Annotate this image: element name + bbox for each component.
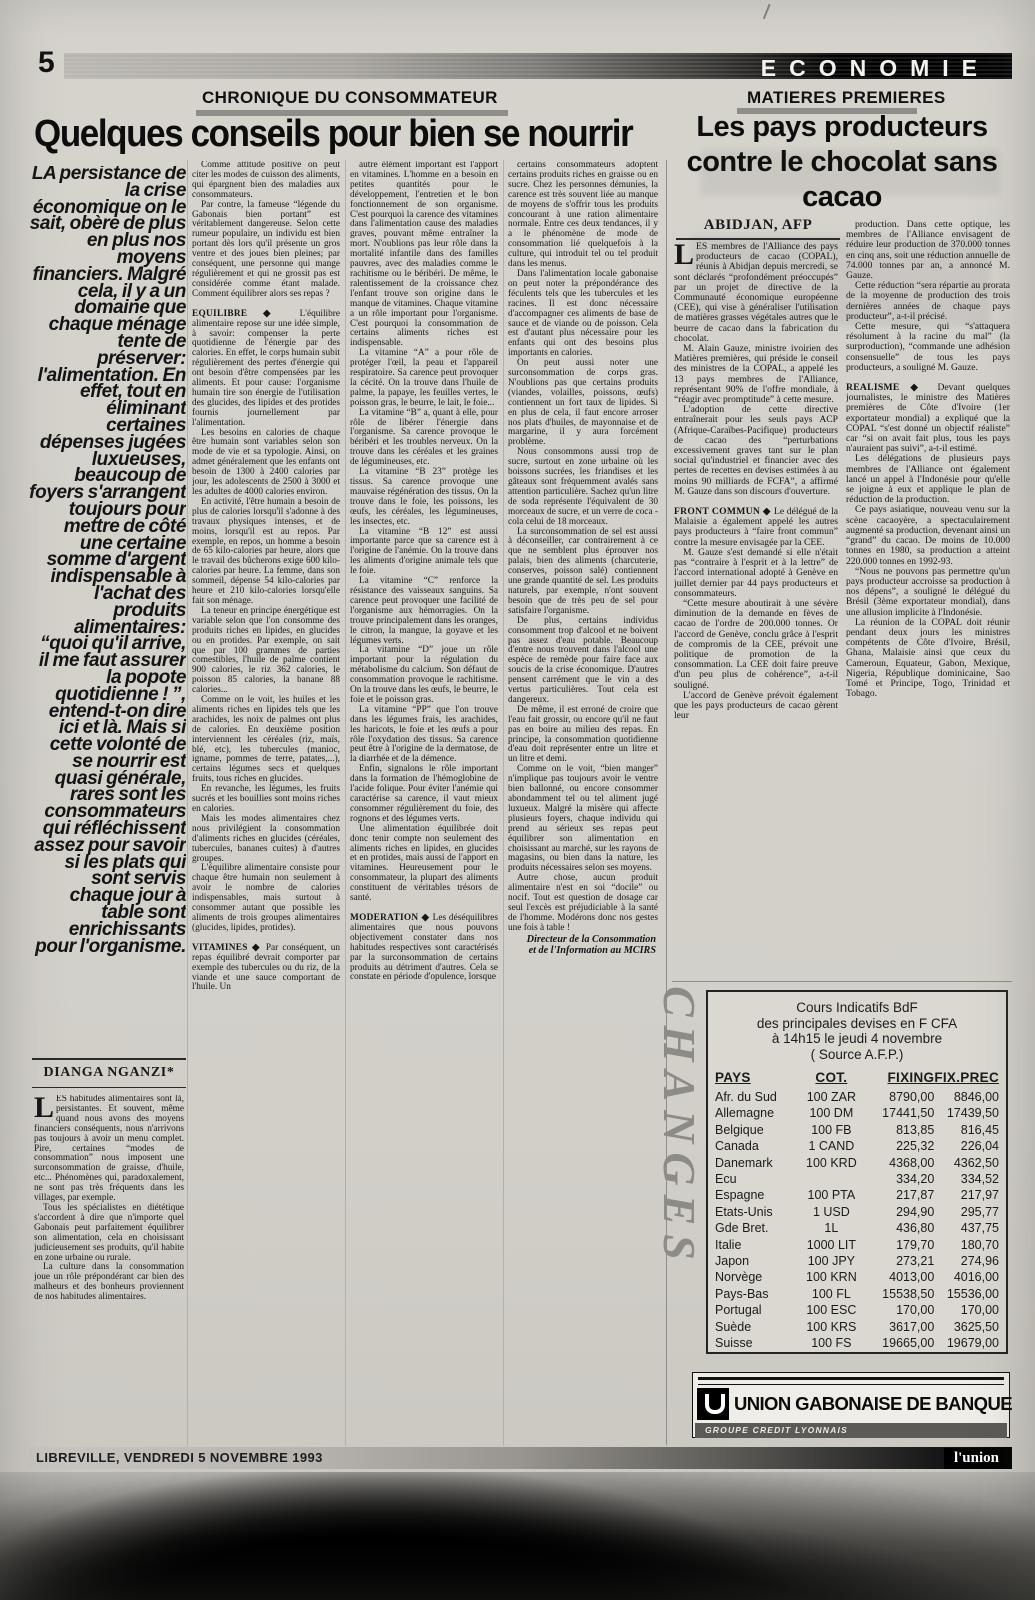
rate-row: [715, 1171, 999, 1187]
rate-cell: 100 KRN: [806, 1270, 857, 1285]
article-paragraph: La vitamine “B” a, quant à elle, pour rôle de libérer l'énergie dans l'organisme. Sa carence provoque le béribéri et les troubles nerveux. On la trouve dans les céréales et les graines de légumineuses, etc.: [350, 407, 498, 468]
rate-cell: 226,04: [960, 1139, 999, 1154]
paragraph-subhead: FRONT COMMUN ◆: [674, 506, 774, 518]
rates-title-line: Cours Indicatifs BdF: [796, 1000, 918, 1015]
rate-cell: [801, 1171, 861, 1187]
rate-row: [715, 1286, 999, 1302]
article-paragraph: Tous les spécialistes en diététique s'accordent à dire que n'importe quel Gabonais peut parfaitement équilibrer son alimentation, cela en choisissant judicieusement ses produits, qu'il habite en zone urbaine ou rurale.: [34, 1202, 184, 1263]
article-paragraph: Ce pays asiatique, nouveau venu sur la scène cacaoyère, a spectaculairement augmenté sa production, devenant ainsi un “grand” du cacao. De moins de 10.000 tonnes en 1980, sa production a atteint 220.000 tonnes en 1992-93.: [846, 504, 1010, 567]
drop-cap: L: [34, 1095, 55, 1124]
rates-title-line: à 14h15 le jeudi 4 novembre: [771, 1031, 943, 1046]
article-paragraph: La vitamine “B 12” est aussi importante parce que sa carence est à l'origine de l'anémie. On la trouve dans les aliments d'origine animale tels que le foie.: [350, 526, 498, 577]
rate-cell: 100 KRD: [806, 1155, 857, 1170]
rate-cell: Pays-Bas: [715, 1286, 769, 1301]
paragraph-subhead: REALISME ◆: [846, 382, 938, 394]
rate-cell: 17441,50: [882, 1106, 935, 1121]
article-paragraph: La surconsommation de sel est aussi à déconseiller, car contrairement à ce que ne semblent plus éprouver nos palais, bien des aliments (charcuterie, conserves, poisson salé) contiennent une grande quantité de sel. Les produits naturels, par exemple, n'ont souvent besoin que de très peu de sel pour satisfaire l'organisme.: [508, 526, 658, 616]
rate-cell: 294,90: [896, 1204, 935, 1219]
article-paragraph: L'équilibre alimentaire consiste pour chaque être humain non seulement à avoir le nombre de calories indispensables, mais surtout à consommer autant que possible les aliments de trois groupes alimentaires (glucides, lipides, protides).: [192, 863, 340, 933]
article-paragraph: M. Gauze s'est demandé si elle n'était pas “contraire à l'esprit et à la lettre” de l'accord international adopté à Genève en juillet dernier par 44 pays producteurs et consommateurs.: [674, 546, 838, 599]
column-rule: [187, 160, 188, 1446]
article-paragraph: “Nous ne pouvons pas permettre qu'un pays producteur accroisse sa production à nos dépens”, a souligné le délégué du Brésil (3ème exportateur mondial), dans une allusion implicite à l'Indonésie.: [846, 565, 1010, 618]
rate-row: [715, 1335, 999, 1351]
article-paragraph: Une alimentation équilibrée doit donc tenir compte non seulement des aliments riches en lipides, en glucides et en protides, mais aussi de l'apport en vitamines. Heureusement pour le consommateur, la plupart des aliments constituent de véritables trésors de santé.: [350, 823, 498, 904]
article-paragraph: De même, il est erroné de croire que l'eau fait grossir, ou encore qu'il ne faut pas en boire au milieu des repas. En principe, la consommation quotidienne d'eau doit représenter entre un litre et un litre et demi.: [508, 704, 658, 765]
rates-title-line: ( Source A.F.P.): [810, 1046, 904, 1062]
rate-cell: 295,77: [960, 1204, 999, 1219]
header-gradient-bar: [64, 53, 1012, 79]
article-paragraph: On peut aussi noter une surconsommation de corps gras. N'oublions pas que certains produits (viandes, volailles, poissons, œufs) contiennent un fort taux de lipides. Si en plus de cela, il faut encore arroser nos plats d'huiles, de mayonnaise et de margarine, il y aura forcément problème.: [508, 358, 658, 448]
article-paragraph: autre élément important est l'apport en vitamines. L'homme en a besoin en petites quantités pour le développement, l'entretien et le bon fonctionnement de son organisme. C'est pourquoi la carence des vitamines dans l'alimentation cause des maladies graves, pouvant même entraîner la mort. N'oublions pas leur rôle dans la mortalité infantile dans des familles pauvres, avec des maladies comme le rachitisme ou le béribéri. De même, le ralentissement de la croissance chez l'enfant trouve son origine dans le manque de vitamines. Chaque vitamine a un rôle important pour l'organisme. C'est pourquoi la consommation de certains aliments riches est indispensable.: [350, 161, 498, 349]
rate-cell: 816,45: [960, 1122, 999, 1137]
rate-cell: 19679,00: [946, 1336, 999, 1351]
rate-cell: 813,85: [896, 1122, 935, 1137]
article-paragraph: La teneur en principe énergétique est variable selon que l'on consomme des produits riches en lipides, en glucides ou en protides. Par exemple, on sait que par 100 grammes de parties comestibles, l'huile de palme contient 900 calories, le riz 362 calories, le poisson 85 calories, la banane 88 calories...: [192, 605, 340, 696]
rate-cell: 15538,50: [882, 1286, 935, 1301]
rate-cell: Italie: [715, 1237, 742, 1252]
rate-row: [715, 1269, 999, 1285]
rate-cell: 179,70: [896, 1237, 935, 1252]
article-paragraph: Dans l'alimentation locale gabonaise on peut noter la prépondérance des féculents tels que les tubercules et les racines. Il est donc nécessaire d'accompagner ces aliments de base de sauce et de viande ou de poisson. Cela est d'autant plus nécessaire pour les enfants qui ont des besoins plus importants en calories.: [508, 268, 658, 359]
article-paragraph: Nous consommons aussi trop de sucre, surtout en zone urbaine où les boissons sucrées, les friandises et les gâteaux sont fréquemment avalés sans attention particulière. Sachez qu'un litre de soda représente l'équivalent de 30 morceaux de sucre, et un verre de coca -cola celui de 18 morceaux.: [508, 447, 658, 527]
article-intro: LA persistance de la crise économique on le sait, obère de plus en plus nos moyens financiers. Malgré cela, il y a un domaine que chaque ménage tente de préserver: l'alimentation. En effet, tout en éliminant certaines dépenses jugées luxueuses, beaucoup de foyers s'arrangent toujours pour mettre de côté une certaine somme d'argent indispensable à l'achat des produits alimentaires: “quoi qu'il arrive, il me faut assurer la popote quotidienne ! ”, entend-t-on dire ici et là. Mais si cette volonté de se nourrir est quasi générale, rares sont les consommateurs qui réfléchissent assez pour savoir si les plats qui sont servis chaque jour à table sont enrichissants pour l'organisme.: [29, 166, 186, 957]
footer-brand: l'union: [944, 1448, 1009, 1469]
rate-cell: Belgique: [715, 1122, 764, 1137]
rate-cell: 1 USD: [812, 1204, 850, 1219]
article-paragraph: L'accord de Genève prévoit également que les pays producteurs de cacao gèrent leur: [674, 689, 838, 722]
bank-name: UNION GABONAISE DE BANQUE: [734, 1393, 1012, 1414]
bank-ad-rules: [698, 1377, 1004, 1385]
rate-cell: 4013,00: [889, 1270, 935, 1285]
rate-cell: 100 FS: [811, 1336, 852, 1351]
article-paragraph: FRONT COMMUN ◆ Le délégué de la Malaisie a également appelé les autres pays producteurs à “faire front commun” contre la mesure envisagée par la CEE.: [674, 506, 838, 548]
rate-cell: 100 PTA: [807, 1188, 856, 1203]
rate-cell: 170,00: [960, 1303, 999, 1318]
byline: DIANGA NGANZI*: [32, 1058, 186, 1088]
rate-cell: 100 ZAR: [806, 1090, 857, 1104]
rate-cell: Afr. du Sud: [715, 1090, 777, 1104]
rate-row: [715, 1089, 999, 1105]
rate-row: [715, 1155, 999, 1171]
rate-cell: Norvège: [715, 1270, 763, 1285]
rate-row: [715, 1204, 999, 1220]
rate-cell: 1000 LIT: [806, 1237, 857, 1252]
rate-cell: 170,00: [896, 1303, 935, 1318]
rate-row: [715, 1253, 999, 1269]
rate-cell: 100 DM: [809, 1106, 854, 1121]
rate-cell: 4362,50: [953, 1155, 999, 1170]
rate-cell: 17439,50: [946, 1106, 999, 1121]
rate-cell: Allemagne: [715, 1106, 775, 1121]
article-paragraph: LES membres de l'Alliance des pays producteurs de cacao (COPAL), réunis à Abidjan depuis mercredi, se sont déclarés “profondément préoccupés” par un projet de directive de la Communauté économique européenne (CEE), qui vise à généraliser l'utilisation de matières grasses végétales autres que le beurre de cacao dans la fabrication du chocolat.: [674, 242, 838, 344]
headline-left: Quelques conseils pour bien se nourrir: [34, 113, 633, 155]
rates-title: [715, 1000, 999, 1062]
rate-cell: 3617,00: [889, 1319, 935, 1334]
exchange-rates-box: [706, 990, 1008, 1354]
rate-cell: 100 ESC: [806, 1303, 857, 1318]
rate-cell: Canada: [715, 1139, 759, 1154]
rate-cell: 4016,00: [953, 1270, 999, 1285]
article-paragraph: Cette mesure, qui “s'attaquera résolument à la racine du mal” (la surproduction), “commande une adhésion consensuelle” de tous les pays producteurs, a souligné M. Gauze.: [846, 321, 1010, 373]
rate-cell: 273,21: [896, 1254, 935, 1269]
article-paragraph: L'adoption de cette directive entraînerait pour les seuls pays ACP (Afrique-Caraïbes-Pacifique) producteurs de cacao des “perturbations excessivement graves tant sur le plan social qu'industriel et financier avec des pertes de recettes en devises estimées à au moins 90 milliards de FCFA”, a affirmé M. Gauze dans son discours d'ouverture.: [674, 404, 838, 497]
rate-cell: Ecu: [715, 1172, 737, 1187]
bank-ad-box: [692, 1372, 1010, 1438]
rate-row: [715, 1122, 999, 1138]
ugb-logo-icon: [697, 1388, 729, 1420]
article-paragraph: EQUILIBRE ◆ L'équilibre alimentaire repose sur une idée simple, à savoir: compenser la perte quotidienne de l'énergie par des calories. En effet, le corps humain subit régulièrement des pertes d'énergie qui ont besoin d'être compensées par les aliments. Et pour cause: l'organisme humain tire son énergie de l'utilisation des glucides, des lipides et des protides fournis journellement par l'alimentation.: [192, 308, 340, 428]
rate-row: [715, 1237, 999, 1253]
article-paragraph: Cette réduction “sera répartie au prorata de la moyenne de production des trois dernières années de chaque pays producteur”, a-t-il précisé.: [846, 280, 1010, 322]
rate-cell: 4368,00: [889, 1155, 935, 1170]
rates-header-cot: COT.: [815, 1070, 848, 1085]
article-paragraph: La culture dans la consommation joue un rôle prépondérant car bien des malheurs et des bonheurs proviennent de nos habitudes alimentaires.: [34, 1262, 184, 1303]
rate-row: [715, 1105, 999, 1121]
article-paragraph: Les délégations de plusieurs pays membres de l'Alliance ont également lancé un appel à l'Indonésie pour qu'elle se joigne à eux et applique le plan de réduction de la production.: [846, 453, 1010, 506]
dateline: ABIDJAN, AFP: [676, 217, 840, 240]
article-paragraph: La vitamine “C” renforce la résistance des vaisseaux sanguins. Sa carence peut provoquer une facilité de l'organisme aux hémorragies. On la trouve principalement dans les oranges, le citron, la mangue, la goyave et les légumes verts.: [350, 576, 498, 646]
rate-row: [715, 1319, 999, 1335]
article-paragraph: “Cette mesure aboutirait à une sévère diminution de la demande en fèves de cacao de l'ordre de 200.000 tonnes. Or l'accord de Genève, conclu grâce à l'esprit de compromis de la CEE, prévoit une politique de promotion de la consommation. La CEE doit faire preuve d'un peu plus de cohérence”, a-t-il souligné.: [674, 597, 838, 691]
scan-artifact-mark: [755, 1, 770, 20]
rate-cell: 225,32: [896, 1139, 935, 1154]
rate-row: [715, 1138, 999, 1154]
article-left-column-3: [350, 161, 498, 1445]
rate-cell: 217,87: [896, 1188, 935, 1203]
article-right-column-1: [674, 242, 838, 978]
page-number: 5: [38, 46, 55, 79]
rate-cell: Portugal: [715, 1303, 762, 1318]
article-paragraph: certains consommateurs adoptent certains produits riches en graisse ou en sucre. Chez les personnes démunies, la carence est très souvent liée au manque de moyens de s'offrir tous les produits concourant à une ration alimentaire normale. Entre ces deux tendances, il y a le phénomène de mode de consommation lié quelquefois à la culture, qui introduit tel ou tel produit dans les menus.: [508, 161, 658, 270]
rates-table-body: [715, 1089, 999, 1352]
article-paragraph: Comme on le voit, “bien manger” n'implique pas toujours avoir le ventre bien ballonné, ou encore consommer abondamment tel ou tel aliment jugé luxueux. Malgré la misère qui affecte plusieurs foyers, chaque individu qui prend au sérieux ses repas peut équilibrer son alimentation en choisissant au marché, sur les rayons de magasins, ou bien dans la nature, les produits nécessaires selon ses moyens.: [508, 764, 658, 874]
article-left-column-2: [192, 161, 340, 1445]
footer-date: LIBREVILLE, VENDREDI 5 NOVEMBRE 1993: [36, 1450, 323, 1465]
article-paragraph: La vitamine “A” a pour rôle de protéger l'œil, la peau et l'appareil respiratoire. Sa carence peut provoquer la cécité. On la trouve dans l'huile de palme, la papaye, les feuilles vertes, le poisson gras, le beurre, le lait, le foie...: [350, 348, 498, 408]
rate-cell: 8846,00: [953, 1090, 999, 1104]
paragraph-subhead: VITAMINES ◆: [192, 942, 266, 953]
changes-vertical-label: CHANGES: [654, 986, 705, 1269]
rate-cell: Suède: [715, 1319, 752, 1334]
article-right-column-2: [846, 220, 1010, 978]
rate-cell: 100 FL: [811, 1286, 851, 1301]
rate-cell: 8790,00: [889, 1090, 935, 1104]
rates-table: [715, 1069, 999, 1352]
drop-cap: L: [674, 242, 695, 271]
rate-cell: 100 JPY: [807, 1254, 855, 1269]
article-left-column-4: [508, 161, 658, 1445]
rate-cell: Japon: [715, 1254, 750, 1269]
rate-cell: 3625,50: [953, 1319, 999, 1334]
article-paragraph: REALISME ◆ Devant quelques journalistes, le ministre des Matières premières de Côte d'Ivoire (1er exportateur mondial) a expliqué que la COPAL “s'est donné un objectif réaliste” car “si on avait fait plus, tous les pays n'auraient pas suivi”, a-t-il estimé.: [846, 382, 1010, 455]
rate-cell: Espagne: [715, 1188, 765, 1203]
article-paragraph: MODERATION ◆ Les déséquilibres alimentaires que nous pouvons objectivement constater dans nos habitudes respectives sont caractérisés par la surconsommation de certains produits au détriment d'autres. Cela se constate en période d'opulence, lorsque: [350, 912, 498, 983]
print-bleed-artifact: [700, 150, 1000, 196]
rate-row: [715, 1187, 999, 1203]
article-paragraph: Directeur de la Consommation et de l'Information au MCIRS: [526, 933, 656, 957]
scan-bottom-shadow: [0, 1472, 1035, 1600]
rates-header-fixprec: FIX.PREC: [934, 1070, 999, 1085]
paragraph-subhead: MODERATION ◆: [350, 912, 433, 923]
article-paragraph: De plus, certains individus consomment trop d'alcool et ne boivent pas assez d'eau potable. Beaucoup d'entre nous trouvent dans l'alcool une espèce de remède pour faire face aux soucis de la crise économique. D'autres pensent carrément que le vin a des vertus particulières. Tout cela est dangereux.: [508, 615, 658, 705]
bank-group-label: GROUPE CREDIT LYONNAIS: [695, 1423, 1007, 1438]
article-paragraph: Comme attitude positive on peut citer les modes de cuisson des aliments, qui épargnent bien des maladies aux consommateurs.: [192, 161, 340, 200]
rate-cell: 1 CAND: [808, 1139, 855, 1154]
rate-cell: Suisse: [715, 1336, 753, 1351]
article-paragraph: Mais les modes alimentaires chez nous privilégient la consommation d'aliments riches en glucides (céréales, tubercules, bananes cuites) à d'autres groupes.: [192, 813, 340, 864]
footer-gradient-bar: [28, 1447, 1012, 1469]
article-paragraph: En activité, l'être humain a besoin de plus de calories lorsqu'il s'adonne à des travaux physiques intenses, et de moins, lorsqu'il est au repos. Par exemple, en repos, un homme a besoin de 65 kilo-calories par heure, alors que le travail des bûcherons exige 600 kilo-calories par heure. La femme, dans son sommeil, dépense 54 kilo-calories par heure et 210 kilo-calories lorsqu'elle fait son ménage.: [192, 496, 340, 606]
rate-cell: 436,80: [896, 1221, 935, 1236]
article-paragraph: M. Alain Gauze, ministre ivoirien des Matières premières, qui préside le conseil des ministres de la COPAL, a appelé les 13 pays membres de l'Alliance, représentant 90% de l'offre mondiale, à “réagir avec promptitude” à cette mesure.: [674, 343, 838, 406]
article-paragraph: Par contre, la fameuse “légende du Gabonais bien portant” est véritablement dangereuse. Selon cette rumeur populaire, un individu est bien portant dès lors qu'il présente un gros ventre et des joues bien pleines; par conséquent, une personne qui mange régulièrement et qui ne grossit pas est considérée comme étant malade. Comment équilibrer alors ses repas ?: [192, 199, 340, 299]
rate-cell: Gde Bret.: [715, 1221, 769, 1236]
rates-title-line: des principales devises en F CFA: [756, 1015, 958, 1031]
article-paragraph: LES habitudes alimentaires sont là, persistantes. Et souvent, même quand nous avons des moyens financiers conséquents, nous n'arrivons pas toujours à avoir un menu complet. Pire, certaines “modes de consommation” nous imposent une surconsommation de graisse, d'huile, etc... Phénomènes qui, paradoxalement, ne sont pas très fréquents dans les villages, par exemple.: [34, 1095, 184, 1204]
rate-cell: 437,75: [960, 1221, 999, 1236]
article-paragraph: En revanche, les légumes, les fruits sucrés et les bouillies sont moins riches en calories.: [192, 784, 340, 814]
rate-cell: 100 KRS: [806, 1319, 857, 1334]
rates-header-row: [715, 1069, 999, 1089]
rate-cell: 334,52: [960, 1172, 999, 1187]
rate-row: [715, 1220, 999, 1236]
rate-cell: 19665,00: [882, 1336, 935, 1351]
rate-cell: 334,20: [896, 1172, 935, 1187]
rate-cell: 1L: [824, 1221, 839, 1236]
article-paragraph: La vitamine “PP” que l'on trouve dans les légumes frais, les arachides, les haricots, le foie et les œufs a pour rôle l'oxydation des tissus. Sa carence peut être à l'origine de la dermatose, de la diarrhée et de la démence.: [350, 704, 498, 765]
rate-cell: 180,70: [960, 1237, 999, 1252]
print-bleed-artifact: [690, 236, 990, 326]
article-paragraph: Autre chose, aucun produit alimentaire n'est en soi “docile” ou nocif. Tout est question de dosage car seul l'excès est préjudiciable à la santé de l'homme. Modérons donc nos gestes une fois à table !: [508, 873, 658, 933]
article-left-column-1: [34, 1095, 184, 1445]
rate-row: [715, 1302, 999, 1318]
column-rule: [503, 160, 504, 1446]
article-paragraph: La vitamine “D” joue un rôle important pour la régulation du métabolisme du calcium. Son défaut de consommation provoque le rachitisme. On la trouve dans les œufs, le beurre, le foie et le poisson gras.: [350, 645, 498, 705]
article-paragraph: La vitamine “B 23” protège les tissus. Sa carence provoque une mauvaise régénération des tissus. On la trouve dans le foie, les poissons, les œufs, les céréales, les légumineuses, les insectes, etc.: [350, 467, 498, 527]
rates-header-fixing: FIXING: [887, 1070, 935, 1085]
article-paragraph: Comme on le voit, les huiles et les aliments riches en lipides tels que les arachides, les noix de palmes ont plus de calories. En deuxième position interviennent les céréales (riz, maïs, blé, etc), les tubercules (manioc, igname, pommes de terre, patates,...), certains légumes secs et quelques fruits, tous riches en glucides.: [192, 695, 340, 785]
kicker-right: MATIERES PREMIERES: [747, 88, 946, 107]
rate-cell: 274,96: [960, 1254, 999, 1269]
headline-right: Les pays producteurs contre le chocolat sans cacao: [686, 111, 998, 213]
section-title: ECONOMIE: [760, 55, 990, 81]
article-paragraph: Enfin, signalons le rôle important dans la formation de l'hémoglobine de l'acide folique. Pour éviter l'anémie qui caractérise sa carence, il vaut mieux consommer régulièrement du foie, des rognons et des légumes verts.: [350, 764, 498, 824]
article-paragraph: production. Dans cette optique, les membres de l'Alliance envisagent de réduire leur production de 370.000 tonnes en cinq ans, soit une réduction annuelle de 74.000 tonnes par an, a annoncé M. Gauze.: [846, 220, 1010, 282]
article-paragraph: Les besoins en calories de chaque être humain sont variables selon son mode de vie et sa typologie. Ainsi, on admet généralement que les enfants ont besoin de 1300 à 2400 calories par jour, les adolescents de 2500 à 3000 et les adultes de 4000 calories environ.: [192, 427, 340, 497]
rate-cell: Danemark: [715, 1155, 773, 1170]
paragraph-subhead: EQUILIBRE ◆: [192, 308, 300, 319]
section-rule: [672, 981, 1012, 982]
rate-cell: Etats-Unis: [715, 1204, 773, 1219]
article-paragraph: VITAMINES ◆ Par conséquent, un repas équilibré devrait comporter par exemple des tubercules ou du riz, de la viande et une sauce comportant de l'huile. Un: [192, 942, 340, 993]
column-rule: [345, 160, 346, 1446]
article-paragraph: La réunion de la COPAL doit réunir pendant deux jours les ministres compétents de Côte d'Ivoire, Brésil, Ghana, Malaisie ainsi que ceux du Cameroun, Equateur, Gabon, Mexique, Nigeria, République dominicaine, Sao Tomé et Principe, Togo, Trinidad et Tobago.: [846, 616, 1010, 700]
rate-cell: 15536,00: [946, 1286, 999, 1301]
rate-cell: 100 FB: [811, 1122, 852, 1137]
kicker-left: CHRONIQUE DU CONSOMMATEUR: [202, 88, 498, 107]
rates-header-pays: PAYS: [715, 1070, 751, 1085]
rate-cell: 217,97: [960, 1188, 999, 1203]
